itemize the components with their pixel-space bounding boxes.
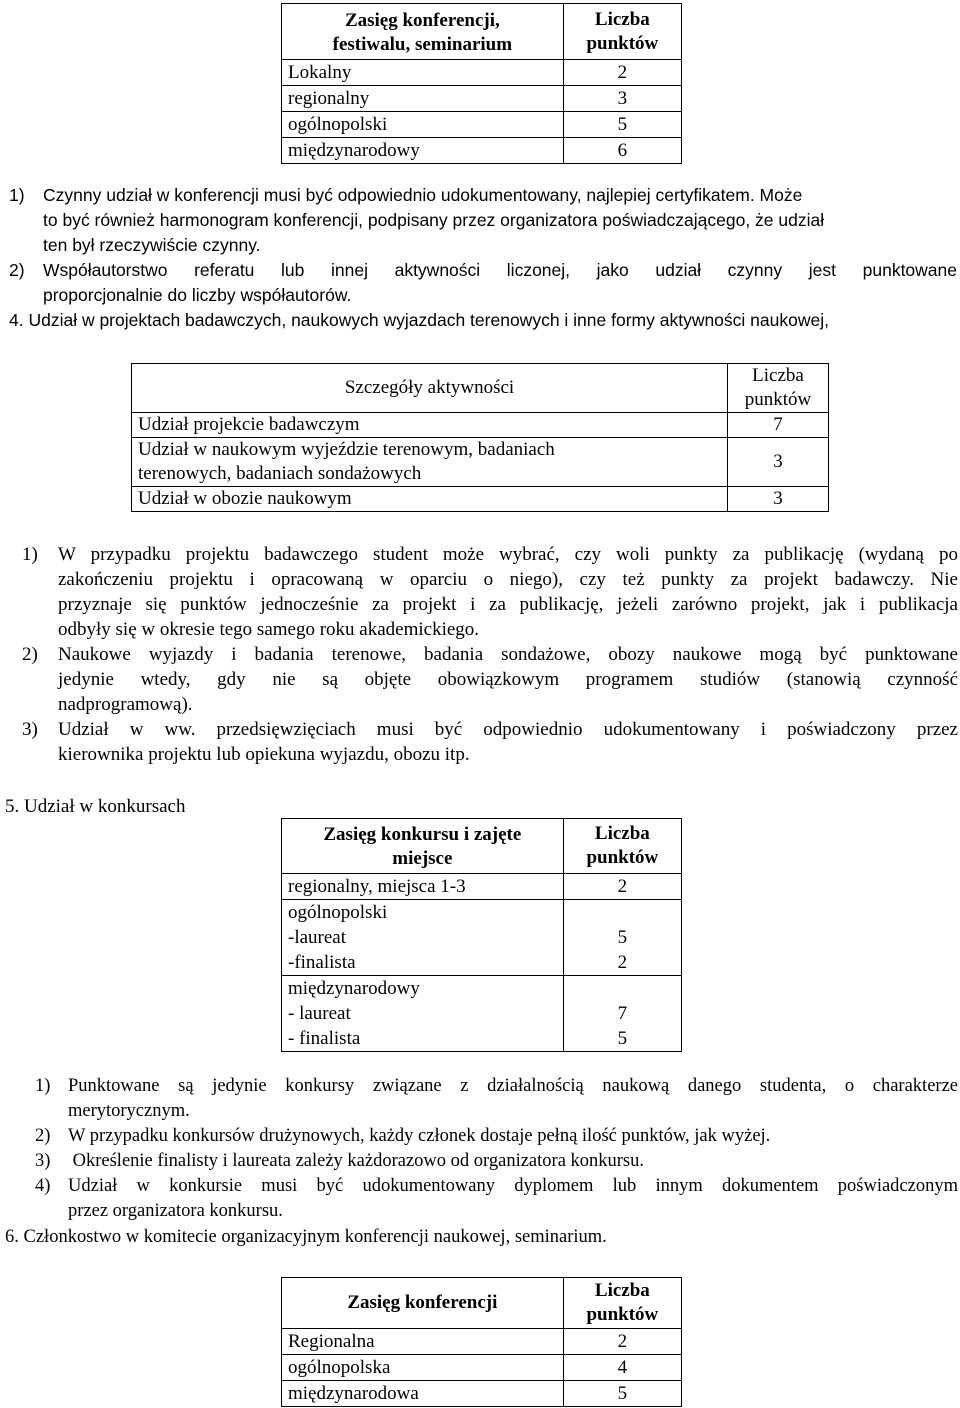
table-row: Udział w obozie naukowym 3 <box>132 487 829 512</box>
table-header-points: Liczba punktów <box>563 1278 681 1329</box>
note-item: 1) W przypadku projektu badawczego student może wybrać, czy woli punkty za publikację (wydaną po zakończeniu projektu i opracowaną w oparciu o niego), czy też punkty za projekt badawczy. Nie przyznaje się punktów jednocześnie za projekt i za publikację, jeżeli zarówno projekt, jak i publikacja odbyły się w okresie tego samego roku akademickiego. <box>22 544 958 640</box>
table-row: Regionalna 2 <box>282 1329 682 1355</box>
note-item: 1) Punktowane są jedynie konkursy związane z działalnością naukową danego studenta, o charakterze merytorycznym. <box>35 1076 958 1121</box>
table-header-points: Liczba punktów <box>728 364 829 413</box>
table-header-details: Szczegóły aktywności <box>132 364 728 413</box>
table-header-row <box>132 364 829 413</box>
table-header-scope: Zasięg konferencji, festiwalu, seminarium <box>282 4 564 60</box>
table-row: międzynarodowa 5 <box>282 1381 682 1407</box>
note-item: 3) Określenie finalisty i laureata zależy każdorazowo od organizatora konkursu. <box>35 1151 645 1171</box>
table-row: regionalny 3 <box>282 86 682 112</box>
note-item: 2) W przypadku konkursów drużynowych, każdy członek dostaje pełną ilość punktów, jak wyżej. <box>35 1126 771 1146</box>
table-header-points: Liczba punktów <box>563 4 681 60</box>
table-contests <box>281 818 682 1052</box>
note-item: 1) Czynny udział w konferencji musi być odpowiednio udokumentowany, najlepiej certyfikatem. Może to być również harmonogram konferencji, podpisany przez organizatora poświadczającego, że udział ten był rzeczywiście czynny. <box>9 185 825 255</box>
notes-contests <box>35 1074 958 1224</box>
note-item: 3) Udział w ww. przedsięwzięciach musi być odpowiednio udokumentowany i poświadczony przez kierownika projektu lub opiekuna wyjazdu, obozu itp. <box>22 719 958 765</box>
table-row: Udział projekcie badawczym 7 <box>132 413 829 438</box>
note-item: 2) Naukowe wyjazdy i badania terenowe, badania sondażowe, obozy naukowe mogą być punktowane jedynie wtedy, gdy nie są objęte obowiązkowym programem studiów (stanowią czynność nadprogramową). <box>22 644 958 715</box>
notes-conference <box>9 183 957 333</box>
table-row: ogólnopolski 5 <box>282 112 682 138</box>
table-row: międzynarodowy - laureat - finalista 7 5 <box>282 976 682 1052</box>
table-header-row <box>282 1278 682 1329</box>
table-row: ogólnopolski -laureat -finalista 5 2 <box>282 900 682 976</box>
section-6-title: 6. Członkostwo w komitecie organizacyjnym konferencji naukowej, seminarium. <box>5 1227 607 1247</box>
table-row: międzynarodowy 6 <box>282 138 682 164</box>
table-header-scope: Zasięg konferencji <box>282 1278 564 1329</box>
section-5-title: 5. Udział w konkursach <box>5 796 186 817</box>
table-header-points: Liczba punktów <box>563 819 681 874</box>
table-row: Udział w naukowym wyjeździe terenowym, badaniach terenowych, badaniach sondażowych 3 <box>132 438 829 487</box>
table-header-row <box>282 4 682 60</box>
table-conference-scope <box>281 3 682 164</box>
table-row: ogólnopolska 4 <box>282 1355 682 1381</box>
table-committee <box>281 1277 682 1407</box>
table-activity-details <box>131 363 829 512</box>
table-row: Lokalny 2 <box>282 60 682 86</box>
table-row: regionalny, miejsca 1-3 2 <box>282 874 682 900</box>
note-item: 2) Współautorstwo referatu lub innej aktywności liczonej, jako udział czynny jest punktowane proporcjonalnie do liczby współautorów. <box>9 260 957 305</box>
notes-projects <box>22 542 958 767</box>
table-header-row <box>282 819 682 874</box>
section-4-title: 4. Udział w projektach badawczych, naukowych wyjazdach terenowych i inne formy aktywności naukowej, <box>9 310 829 330</box>
note-item: 4) Udział w konkursie musi być udokumentowany dyplomem lub innym dokumentem poświadczonym przez organizatora konkursu. <box>35 1176 958 1221</box>
table-header-scope: Zasięg konkursu i zajęte miejsce <box>282 819 564 874</box>
